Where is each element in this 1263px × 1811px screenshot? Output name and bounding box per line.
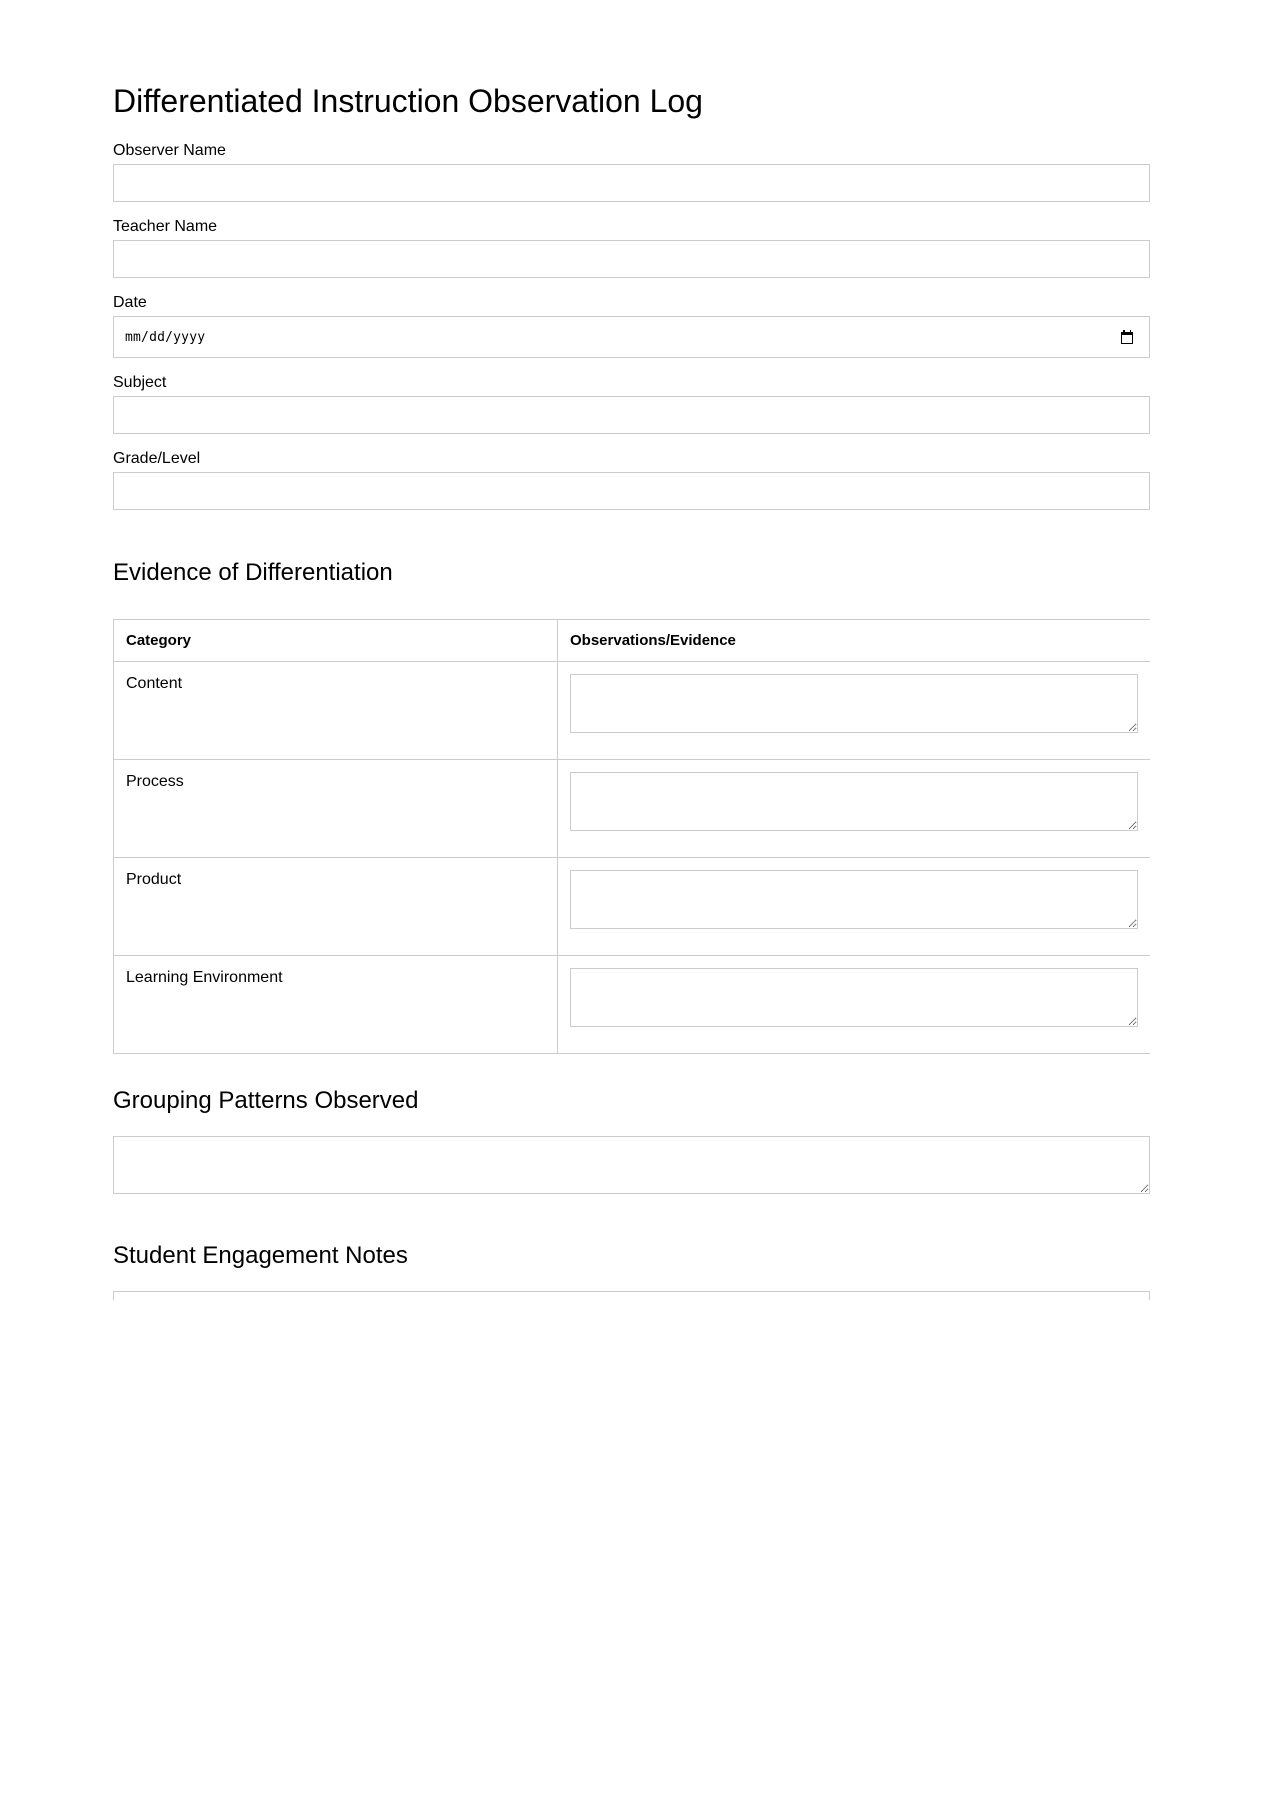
product-observation-textarea[interactable] xyxy=(570,870,1138,929)
column-header-category: Category xyxy=(114,620,558,662)
grouping-patterns-textarea[interactable] xyxy=(113,1136,1150,1194)
grade-level-input[interactable] xyxy=(113,472,1150,510)
table-row xyxy=(114,956,1151,1054)
observer-name-label: Observer Name xyxy=(113,142,226,159)
table-row xyxy=(114,858,1151,956)
page-title: Differentiated Instruction Observation Log xyxy=(113,83,703,119)
teacher-name-input[interactable] xyxy=(113,240,1150,278)
observation-cell xyxy=(558,662,1151,760)
student-engagement-textarea[interactable] xyxy=(113,1291,1150,1300)
calendar-icon[interactable] xyxy=(1121,332,1133,344)
table-row xyxy=(114,760,1151,858)
subject-input[interactable] xyxy=(113,396,1150,434)
category-cell-process: Process xyxy=(114,760,558,858)
evidence-table xyxy=(113,619,1150,1054)
observation-log-form xyxy=(113,0,1150,1300)
date-placeholder: mm/dd/yyyy xyxy=(125,329,206,345)
observer-name-input[interactable] xyxy=(113,164,1150,202)
date-label: Date xyxy=(113,294,147,311)
column-header-observations: Observations/Evidence xyxy=(558,620,1151,662)
teacher-name-label: Teacher Name xyxy=(113,218,218,235)
category-cell-learning-environment: Learning Environment xyxy=(114,956,558,1054)
grouping-heading: Grouping Patterns Observed xyxy=(113,1087,419,1114)
category-cell-product: Product xyxy=(114,858,558,956)
observation-cell xyxy=(558,956,1151,1054)
learning-environment-observation-textarea[interactable] xyxy=(570,968,1138,1027)
observation-cell xyxy=(558,760,1151,858)
table-row xyxy=(114,662,1151,760)
category-cell-content: Content xyxy=(114,662,558,760)
subject-label: Subject xyxy=(113,374,167,391)
evidence-heading: Evidence of Differentiation xyxy=(113,559,393,586)
content-observation-textarea[interactable] xyxy=(570,674,1138,733)
engagement-heading: Student Engagement Notes xyxy=(113,1242,408,1269)
grade-level-label: Grade/Level xyxy=(113,450,201,467)
date-input[interactable] xyxy=(113,316,1150,358)
observation-cell xyxy=(558,858,1151,956)
process-observation-textarea[interactable] xyxy=(570,772,1138,831)
table-header-row xyxy=(114,620,1151,662)
